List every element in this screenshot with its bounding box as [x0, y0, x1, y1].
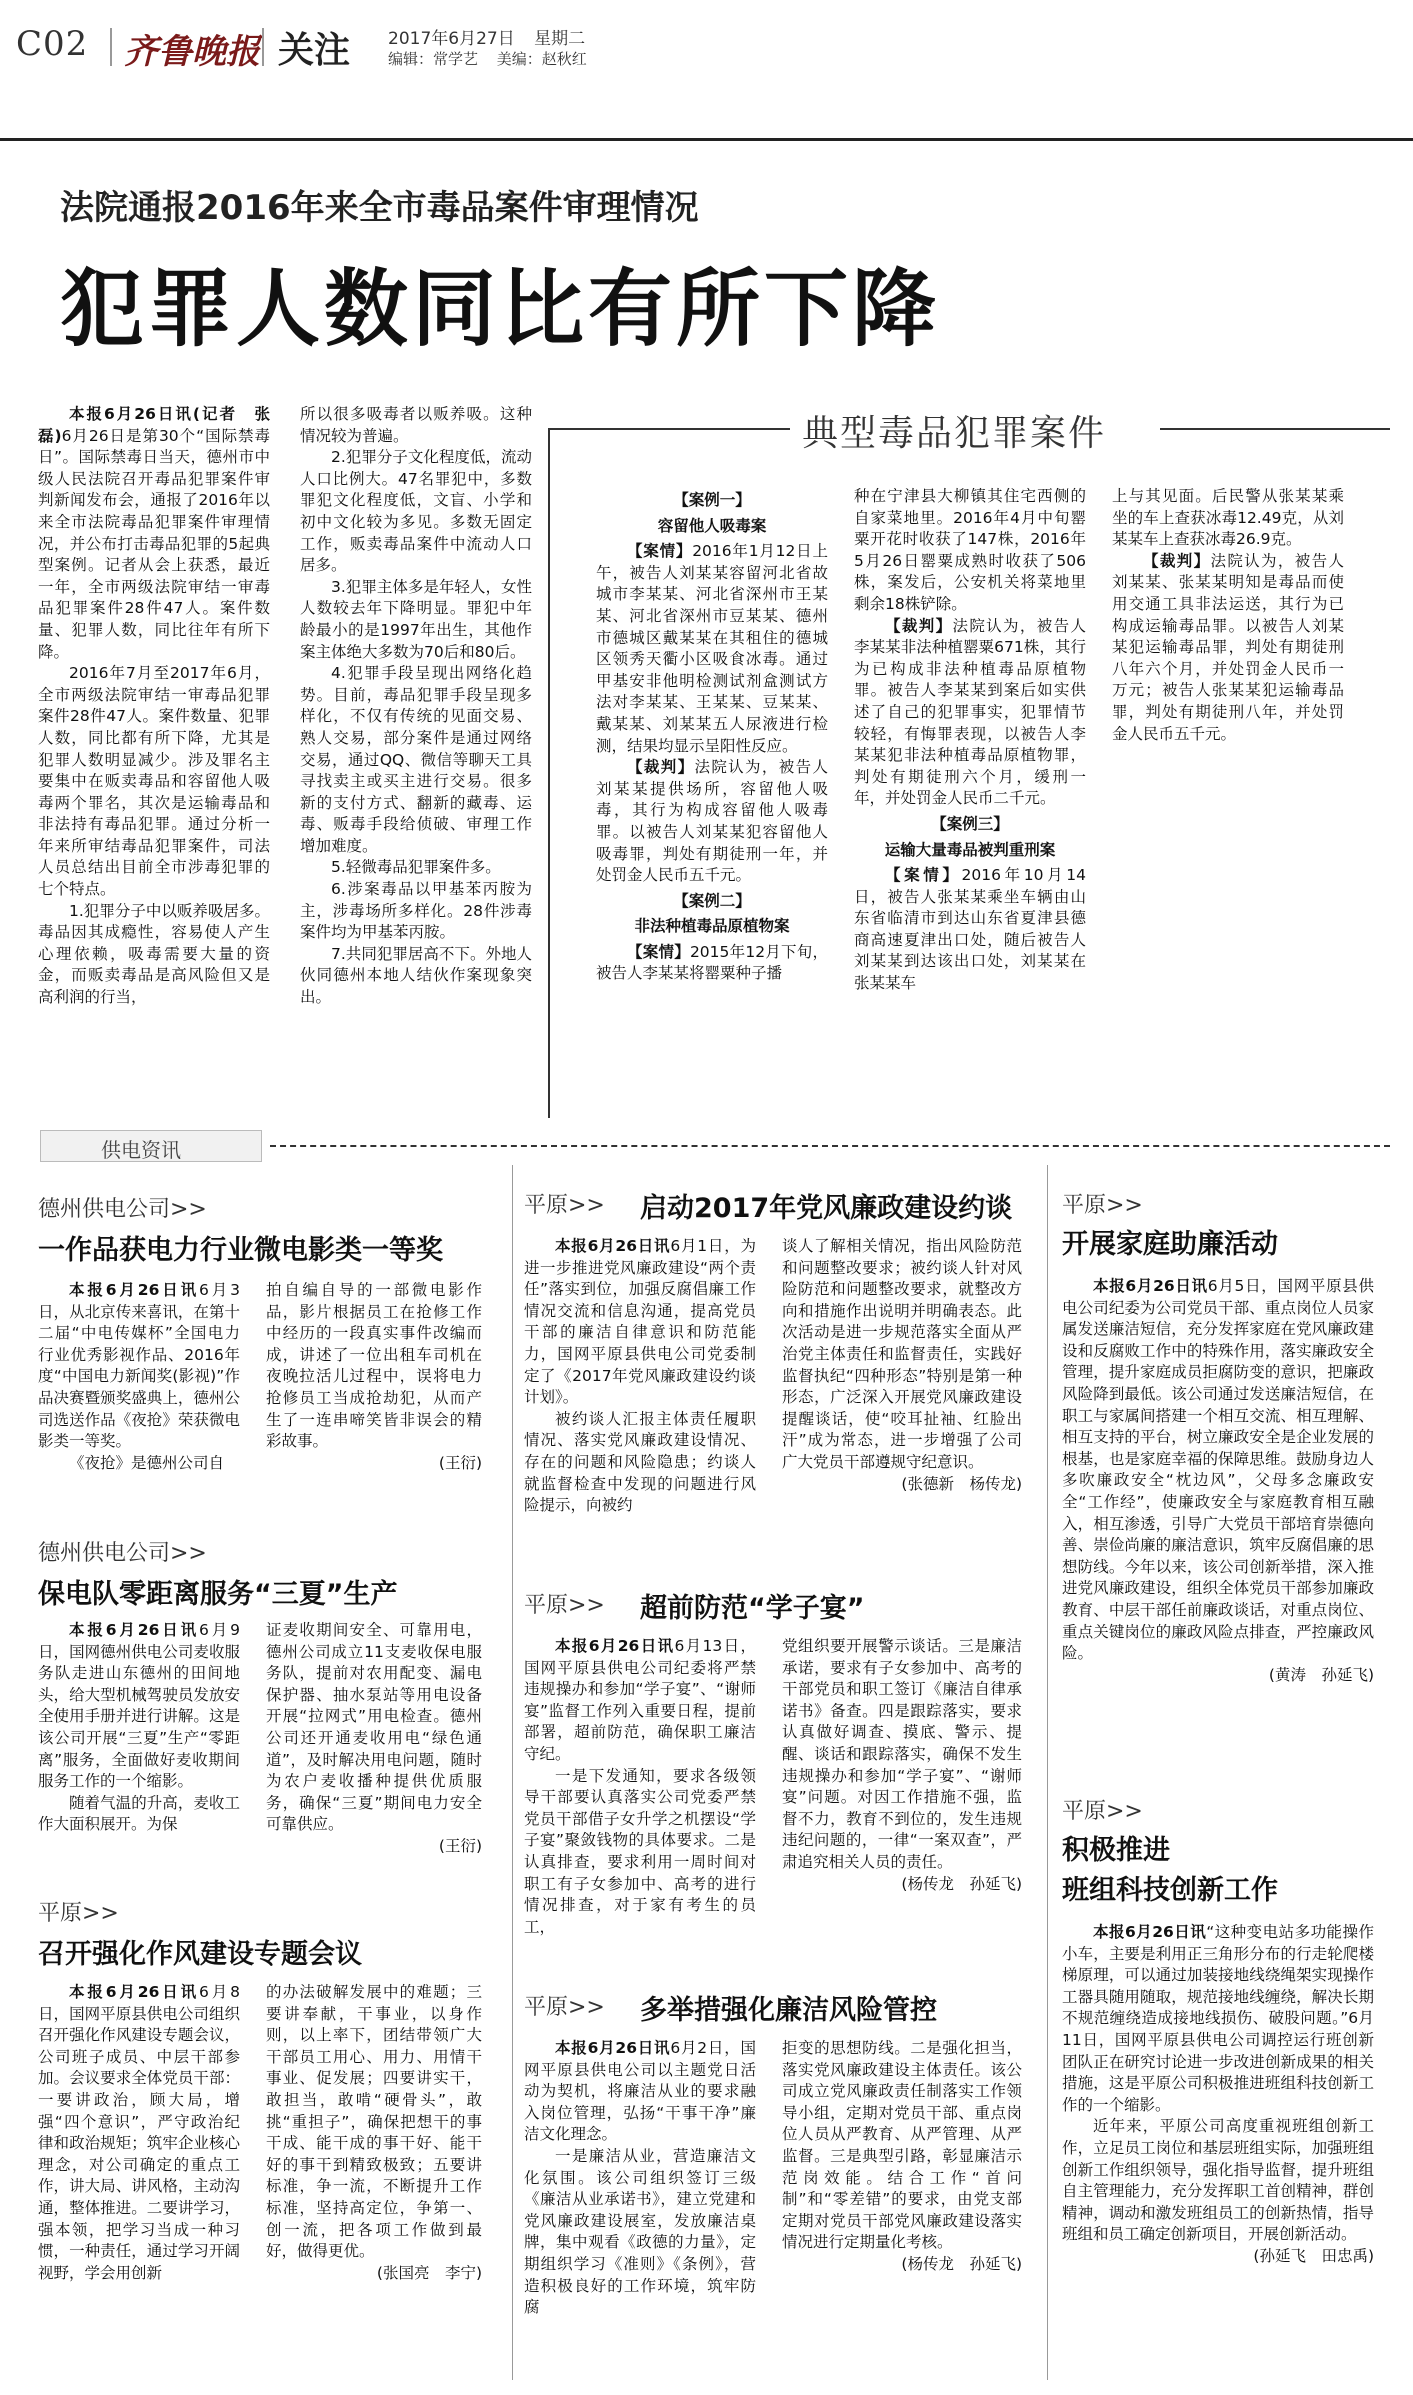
article-kicker: 平原>>: [524, 1593, 605, 1618]
article-byline: (张德新 杨传龙): [901, 1474, 1022, 1493]
article-col: [782, 2038, 1022, 2383]
article-title-line-2: 班组科技创新工作: [1062, 1875, 1278, 1906]
article-title: 多举措强化廉洁风险管控: [640, 1995, 937, 2026]
article-lead: 本报6月26日讯: [555, 1237, 671, 1255]
article-byline: (张国亮 李宁): [376, 2263, 482, 2282]
feature-col-1: [38, 404, 270, 1104]
case-title: 容留他人吸毒案: [657, 516, 767, 535]
article-text: 6月13日，国网平原县供电公司纪委将严禁违规操办和参加“学子宴”、“谢师宴”监督工作列入重要日程，提前部署，超前防范，确保职工廉洁守纪。: [524, 1637, 756, 1763]
case-tag: 【裁判】: [1143, 551, 1211, 570]
article-byline: (黄涛 孙延飞): [1268, 1665, 1374, 1684]
cases-section-title: 典型毒品犯罪案件: [802, 413, 1107, 454]
article-text: 6月5日，国网平原县供电公司纪委为公司党员干部、重点岗位人员家属发送廉洁短信，充分发挥家庭在党风廉政建设和反腐败工作中的特殊作用，落实廉政安全管理，提升家庭成员拒腐防变的意识，把廉政风险降到最低。该公司通过发送廉洁短信，在职工与家属间搭建一个相互交流、相互理解、相互支持的平台，树立廉政安全是企业发展的根基，也是家庭幸福的保障思维。鼓励身边人多吹廉政安全“枕边风”，父母多念廉政安全“工作经”，使廉政安全与家庭教育相互融入，相互渗透，引导广大党员干部培育崇德向善、崇俭尚廉的廉洁意识，筑牢反腐倡廉的思想防线。今年以来，该公司创新举措，深入推进党风廉政建设，组织全体党员干部参加廉政教育、中层干部任前廉政谈话，对重点岗位、重点关键岗位的廉政风险点排查，严控廉政风险。: [1062, 1277, 1374, 1663]
article-kicker: 德州供电公司>>: [38, 1541, 207, 1566]
article-text: 6月9日，国网德州供电公司麦收服务队走进山东德州的田间地头，给大型机械驾驶员发放安全使用手册并进行讲解。这是该公司开展“三夏”生产“零距离”服务，全面做好麦收期间服务工作的一个缩影。: [38, 1621, 240, 1791]
article-text: 拍自编自导的一部微电影作品，影片根据员工在抢修工作中经历的一段真实事件改编而成，讲述了一位出租车司机在夜晚拉活儿过程中，误将电力抢修员工当成抢劫犯，从而产生了一连串啼笑皆非误会的精彩故事。: [266, 1281, 482, 1451]
feature-col-2: [300, 404, 532, 1104]
column-label-text: 供电资讯: [101, 1138, 181, 1162]
case-text: 2016年1月12日上午，被告人刘某某容留河北省故城市李某某、河北省深州市王某某、河北省深州市豆某某、德州市德城区戴某某在其租住的德城区领秀天衢小区吸食冰毒。通过甲基安非他明检测试剂盒测试方法对李某某、王某某、豆某某、戴某某、刘某某五人尿液进行检测，结果均显示呈阳性反应。: [596, 542, 828, 755]
case-label: 【案例三】: [931, 814, 1009, 833]
cases-frame-top-2: [1160, 428, 1390, 430]
article-col: [266, 1620, 482, 1880]
article-col: [782, 1236, 1022, 1576]
case-text: 法院认为，被告人刘某某提供场所，容留他人吸毒，其行为构成容留他人吸毒罪。以被告人刘某某犯容留他人吸毒罪，判处有期徒刑一年，并处罚金人民币五千元。: [596, 758, 828, 885]
designer: 美编：赵秋红: [496, 50, 587, 68]
article-text: 6月8日，国网平原县供电公司组织召开强化作风建设专题会议，公司班子成员、中层干部参加。会议要求全体党员干部：一要讲政治，顾大局，增强“四个意识”，严守政治纪律和政治规矩；筑牢企业核心理念，对公司确定的重点工作，讲大局、讲风格，主动沟通，整体推进。二要讲学习，强本领，把学习当成一种习惯，一种责任，通过学习开阔视野，学会用创新: [38, 1983, 240, 2282]
article-col: [782, 1636, 1022, 1976]
feature-text: 1.犯罪分子中以贩养吸居多。毒品因其成瘾性，容易使人产生心理依赖，吸毒需要大量的资金，而贩卖毒品是高风险但又是高利润的行当，: [38, 901, 270, 1007]
column-label: [40, 1130, 262, 1162]
editor-credits: [388, 48, 587, 69]
case-col-1: [596, 486, 828, 1106]
article-byline: (孙延飞 田忠禹): [1253, 2246, 1374, 2265]
case-col-3: [1112, 486, 1344, 906]
article-kicker: 平原>>: [38, 1901, 119, 1926]
feature-text: 2.犯罪分子文化程度低，流动人口比例大。47名罪犯中，多数罪犯文化程度低，文盲、小学和初中文化较为多见。多数无固定工作，贩卖毒品案件中流动人口居多。: [300, 448, 532, 575]
case-tag: 【案情】: [627, 542, 693, 561]
case-text: 种在宁津县大柳镇其住宅西侧的自家菜地里。2016年4月中旬罂粟开花时收获了147株，2016年5月26日罂粟成熟时收获了506株，案发后，公安机关将菜地里剩余18株铲除。: [854, 487, 1086, 613]
article-title: 启动2017年党风廉政建设约谈: [640, 1193, 1013, 1224]
article-lead: 本报6月26日讯: [1093, 1277, 1208, 1295]
feature-headline: 犯罪人数同比有所下降: [60, 260, 941, 358]
column-divider-2: [1047, 1165, 1048, 2380]
section-name: 关注: [278, 30, 351, 71]
article-text: 证麦收期间安全、可靠用电，德州公司成立11支麦收保电服务队，提前对农用配变、漏电保护器、抽水泵站等用电设备开展“拉网式”用电检查。德州公司还开通麦收用电“绿色通道”，及时解决用电问题，随时为农户麦收播种提供优质服务，确保“三夏”期间电力安全可靠供应。: [266, 1621, 482, 1834]
case-tag: 【裁判】: [627, 758, 695, 777]
masthead-rule: [0, 138, 1413, 141]
feature-text: 6月26日是第30个“国际禁毒日”。国际禁毒日当天，德州市中级人民法院召开毒品犯罪案件审判新闻发布会，通报了2016年以来全市法院毒品犯罪案件审理情况，并公布打击毒品犯罪的5起典型案例。记者从会上获悉，最近一年，全市两级法院审结一审毒品犯罪案件28件47人。案件数量、犯罪人数，同比往年有所下降。: [38, 426, 270, 661]
masthead-divider: [110, 28, 112, 66]
article-col: [1062, 1922, 1374, 2384]
article-text: 6月2日，国网平原县供电公司以主题党日活动为契机，将廉洁从业的要求融入岗位管理，弘扬“干事干净”廉洁文化理念。: [524, 2039, 756, 2144]
column-divider-1: [512, 1165, 513, 2380]
case-title: 运输大量毒品被判重刑案: [884, 840, 1056, 859]
article-byline: (杨传龙 孙延飞): [901, 2254, 1022, 2273]
feature-text: 所以很多吸毒者以贩养吸。这种情况较为普遍。: [300, 405, 532, 445]
article-lead: 本报6月26日讯: [555, 1637, 675, 1655]
article-col: [1062, 1276, 1374, 1776]
article-kicker: 平原>>: [524, 1193, 605, 1218]
weekday: 星期二: [534, 29, 586, 49]
newspaper-logo: 齐鲁晚报: [124, 32, 260, 72]
article-text: 党组织要开展警示谈话。三是廉洁承诺，要求有子女参加中、高考的干部党员和职工签订《廉洁自律承诺书》备查。四是跟踪落实，要求认真做好调查、摸底、警示、提醒、谈话和跟踪落实，确保不发生违规操办和参加“学子宴”、“谢师宴”问题。对因工作措施不强，监督不力，教育不到位的，发生违规违纪问题的，一律“一案双查”，严肃追究相关人员的责任。: [782, 1637, 1022, 1871]
case-text: 2016年10月14日，被告人张某某乘坐车辆由山东省临清市到达山东省夏津县德商高速夏津出口处，随后被告人刘某某到达该出口处，刘某某在张某某车: [854, 866, 1086, 993]
article-kicker: 平原>>: [524, 1995, 605, 2020]
article-text: 拒变的思想防线。二是强化担当，落实党风廉政建设主体责任。该公司成立党风廉政责任制落实工作领导小组，定期对党员干部、重点岗位人员从严教育、从严管理、从严监督。三是典型引路，彰显廉洁示范岗效能。结合工作“首问制”和“零差错”的要求，由党支部定期对党员干部党风廉政建设落实情况进行定期量化考核。: [782, 2039, 1022, 2252]
article-lead: 本报6月26日讯: [69, 1621, 200, 1639]
case-tag: 【裁判】: [885, 616, 953, 635]
article-title: 一作品获电力行业微电影类一等奖: [38, 1235, 443, 1266]
page-number: C02: [16, 24, 89, 64]
article-text: “这种变电站多功能操作小车，主要是利用正三角形分布的行走轮爬楼梯原理，可以通过加装接地线绕绳架实现操作工器具随用随取，规范接地线缠绕，解决长期不规范缠绕造成接地线损伤、破股问题。”6月11日，国网平原县供电公司调控运行班创新团队正在研究讨论进一步改进创新成果的相关措施，这是平原公司积极推进班组科技创新工作的一个缩影。: [1062, 1923, 1374, 2114]
article-col: [266, 1280, 482, 1520]
article-text: 6月3日，从北京传来喜讯，在第十二届“中电传媒杯”全国电力行业优秀影视作品、2016年度“中国电力新闻奖(影视)”作品决赛暨颁奖盛典上，德州公司选送作品《夜抢》荣获微电影类一等奖。: [38, 1281, 240, 1451]
article-col: [524, 1236, 756, 1576]
case-title: 非法种植毒品原植物案: [634, 917, 790, 936]
article-lead: 本报6月26日讯: [69, 1281, 200, 1299]
date: 2017年6月27日: [388, 29, 515, 49]
article-text: 随着气温的升高，麦收工作大面积展开。为保: [38, 1793, 240, 1834]
article-byline: (王衍): [438, 1453, 482, 1472]
article-text: 一是廉洁从业，营造廉洁文化氛围。该公司组织签订三级《廉洁从业承诺书》，建立党建和党风廉政建设展室，发放廉洁桌牌，集中观看《政德的力量》，定期组织学习《准则》《条例》，营造积极良好的工作环境，筑牢防腐: [524, 2146, 756, 2317]
article-text: 的办法破解发展中的难题；三要讲奉献，干事业，以身作则，以上率下，团结带领广大干部员工用心、用力、用情干事业、促发展；四要讲实干，敢担当，敢啃“硬骨头”，敢挑“重担子”，确保把想干的事干成、能干成的事干好、能干好的事干到精致极致；五要讲标准，争一流，不断提升工作标准，坚持高定位，争第一、创一流，把各项工作做到最好，做得更优。: [266, 1983, 482, 2261]
case-label: 【案例一】: [673, 491, 751, 509]
feature-text: 3.犯罪主体多是年轻人，女性人数较去年下降明显。罪犯中年龄最小的是1997年出生，其他作案主体绝大多数为70后和80后。: [300, 577, 532, 661]
case-text: 上与其见面。后民警从张某某乘坐的车上查获冰毒12.49克，从刘某某车上查获冰毒26.9克。: [1112, 487, 1344, 549]
article-col: [38, 1620, 240, 1880]
article-col: [524, 2038, 756, 2383]
article-title: 积极推进: [1062, 1835, 1170, 1866]
case-col-2: [854, 486, 1086, 1106]
article-col: [38, 1280, 240, 1520]
article-lead: 本报6月26日讯: [1093, 1923, 1207, 1941]
article-col: [38, 1982, 240, 2382]
article-text: 《夜抢》是德州公司自: [69, 1453, 225, 1472]
case-tag: 【案情】: [627, 942, 690, 961]
article-title: 保电队零距离服务“三夏”生产: [38, 1579, 398, 1610]
case-tag: 【案情】: [885, 866, 962, 885]
masthead: [0, 0, 1413, 90]
article-text: 一是下发通知，要求各级领导干部要认真落实公司党委严禁党员干部借子女升学之机摆设“学子宴”聚敛钱物的具体要求。二是认真排查，要求利用一周时间对职工有子女参加中、高考的进行情况排查，对于家有考生的员工，: [524, 1766, 756, 1936]
feature-text: 7.共同犯罪居高不下。外地人伙同德州本地人结伙作案现象突出。: [300, 944, 532, 1007]
editor: 编辑：常学艺: [388, 50, 479, 68]
masthead-divider-2: [262, 28, 264, 66]
feature-lead: 本报6月26日讯(记者 张磊): [38, 405, 270, 445]
article-kicker: 平原>>: [1062, 1193, 1143, 1218]
case-text: 法院认为，被告人刘某某、张某某明知是毒品而使用交通工具非法运送，其行为已构成运输毒品罪。以被告人刘某某犯运输毒品罪，判处有期徒刑八年六个月，并处罚金人民币一万元；被告人张某某犯运输毒品罪，判处有期徒刑八年，并处罚金人民币五千元。: [1112, 551, 1344, 743]
case-text: 法院认为，被告人李某某非法种植罂粟671株，其行为已构成非法种植毒品原植物罪。被告人李某某到案后如实供述了自己的犯罪事实，犯罪情节较轻，有悔罪表现，以被告人李某某犯非法种植毒品原植物罪，判处有期徒刑六个月，缓刑一年，并处罚金人民币二千元。: [854, 616, 1086, 808]
feature-text: 6.涉案毒品以甲基苯丙胺为主，涉毒场所多样化。28件涉毒案件均为甲基苯丙胺。: [300, 880, 532, 942]
feature-text: 5.轻微毒品犯罪案件多。: [331, 858, 501, 877]
article-kicker: 德州供电公司>>: [38, 1197, 207, 1222]
article-title: 超前防范“学子宴”: [640, 1593, 865, 1624]
article-lead: 本报6月26日讯: [555, 2039, 671, 2057]
article-byline: (王衍): [438, 1836, 482, 1855]
feature-kicker: 法院通报2016年来全市毒品案件审理情况: [60, 188, 699, 228]
cases-frame-side: [548, 428, 550, 1118]
cases-frame-top: [548, 428, 790, 430]
article-kicker: 平原>>: [1062, 1799, 1143, 1824]
article-col: [524, 1636, 756, 1976]
case-label: 【案例二】: [673, 891, 751, 910]
case-text: 2015年12月下旬，被告人李某某将罂粟种子播: [596, 942, 828, 983]
article-text: 谈人了解相关情况，指出风险防范和问题整改要求；被约谈人针对风险防范和问题整改要求，就整改方向和措施作出说明并明确表态。此次活动是进一步规范落实全面从严治党主体责任和监督责任，实践好监督执纪“四种形态”特别是第一种形态，广泛深入开展党风廉政建设提醒谈话，使“咬耳扯袖、红脸出汗”成为常态，进一步增强了公司广大党员干部遵规守纪意识。: [782, 1237, 1022, 1471]
feature-text: 2016年7月至2017年6月，全市两级法院审结一审毒品犯罪案件28件47人。案件数量、犯罪人数，同比都有所下降，尤其是犯罪人数明显减少。涉及罪名主要集中在贩卖毒品和容留他人吸毒两个罪名，其次是运输毒品和非法持有毒品犯罪。通过分析一年来所审结毒品犯罪案件，司法人员总结出目前全市涉毒犯罪的七个特点。: [38, 664, 270, 899]
article-byline: (杨传龙 孙延飞): [901, 1874, 1022, 1893]
article-title: 召开强化作风建设专题会议: [38, 1939, 362, 1970]
issue-date: [388, 24, 585, 49]
article-text: 被约谈人汇报主体责任履职情况、落实党风廉政建设情况、存在的问题和风险隐患；约谈人就监督检查中发现的问题进行风险提示，向被约: [524, 1409, 756, 1515]
article-lead: 本报6月26日讯: [69, 1983, 200, 2001]
article-title: 开展家庭助廉活动: [1062, 1229, 1278, 1260]
feature-text: 4.犯罪手段呈现出网络化趋势。目前，毒品犯罪手段呈现多样化，不仅有传统的见面交易、熟人交易，部分案件是通过网络交易，通过QQ、微信等聊天工具寻找卖主或买主进行交易。很多新的支付方式、翻新的藏毒、运毒、贩毒手段给侦破、审理工作增加难度。: [300, 664, 532, 855]
section-divider: [270, 1145, 1390, 1147]
article-text: 近年来，平原公司高度重视班组创新工作，立足员工岗位和基层班组实际，加强班组创新工作组织领导，强化指导监督，提升班组自主管理能力，充分发挥职工首创精神，群创精神，调动和激发班组员工的创新热情，指导班组和员工确定创新项目，开展创新活动。: [1062, 2117, 1374, 2244]
article-text: 6月1日，为进一步推进党风廉政建设“两个责任”落实到位，加强反腐倡廉工作情况交流和信息沟通，提高党员干部的廉洁自律意识和防范能力，国网平原县供电公司党委制定了《2017年党风廉政建设约谈计划》。: [524, 1237, 756, 1407]
article-col: [266, 1982, 482, 2382]
